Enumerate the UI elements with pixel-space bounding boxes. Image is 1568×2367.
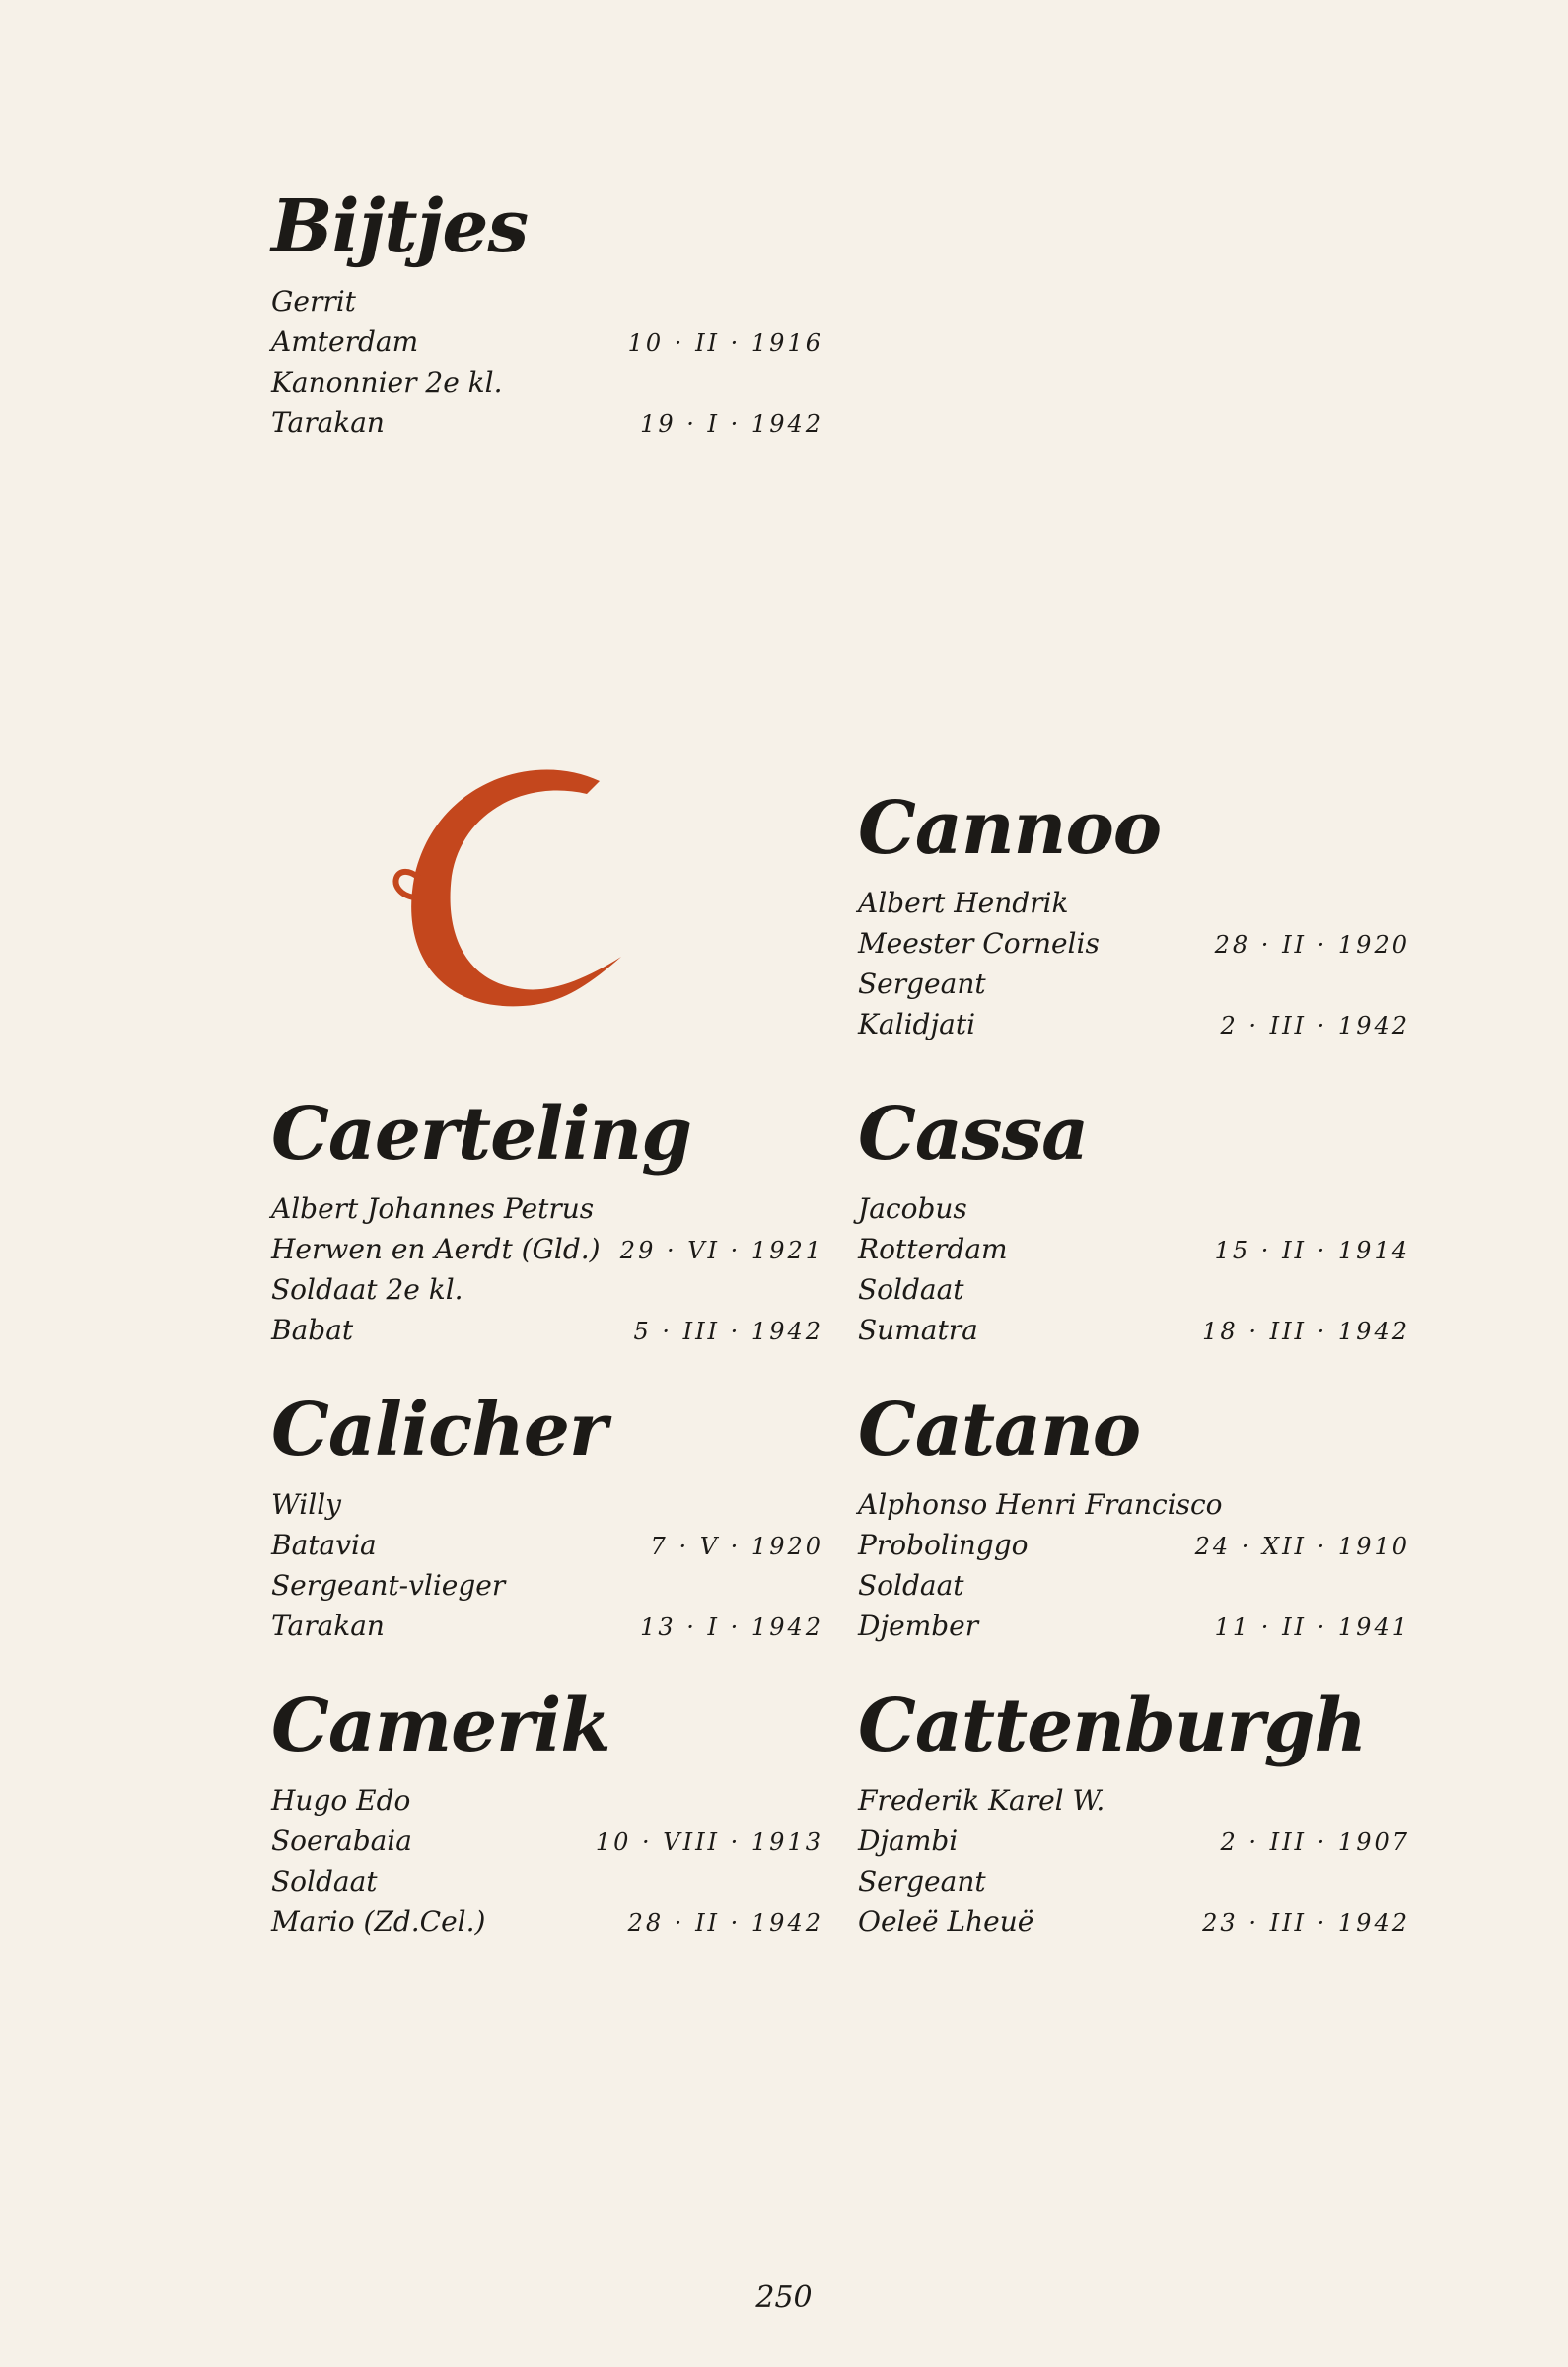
initial-letter-text: C <box>375 759 376 760</box>
birth-date: 24 · XII · 1910 <box>1194 1533 1410 1560</box>
entry-line <box>858 1565 1410 1606</box>
entry-line <box>858 883 1410 923</box>
birth-date: 28 · II · 1920 <box>1214 931 1410 959</box>
birth-date: 15 · II · 1914 <box>1214 1237 1410 1264</box>
given-names: Alphonso Henri Francisco <box>858 1488 1223 1521</box>
given-names: Frederik Karel W. <box>858 1784 1105 1817</box>
death-date: 5 · III · 1942 <box>633 1318 823 1345</box>
entry-line <box>271 1606 823 1646</box>
entry-line <box>271 1565 823 1606</box>
given-names: Jacobus <box>858 1192 967 1225</box>
death-place: Kalidjati <box>858 1008 976 1040</box>
rank: Sergeant <box>858 968 986 1000</box>
rank: Kanonnier 2e kl. <box>271 366 503 398</box>
entry-line <box>858 964 1410 1004</box>
entry-card <box>858 784 1410 1044</box>
entry-surname: Bijtjes <box>271 184 529 269</box>
birth-date: 29 · VI · 1921 <box>619 1237 823 1264</box>
entry-line <box>271 1861 823 1901</box>
entry-line <box>271 1525 823 1565</box>
death-place: Oeleë Lheuë <box>858 1905 1034 1938</box>
rank: Soldaat <box>858 1569 964 1602</box>
entry-surname: Cattenburgh <box>858 1684 1367 1768</box>
death-date: 18 · III · 1942 <box>1202 1318 1410 1345</box>
entry-line <box>271 1310 823 1350</box>
entry-line <box>858 923 1410 964</box>
death-place: Babat <box>271 1314 354 1346</box>
page-number: 250 <box>755 2280 813 2315</box>
entry-surname: Calicher <box>271 1388 606 1472</box>
entry-card <box>858 1386 1410 1646</box>
entry-line <box>858 1004 1410 1044</box>
entry-line <box>858 1861 1410 1901</box>
entry-line <box>271 1269 823 1310</box>
entry-card <box>271 1386 823 1646</box>
given-names: Gerrit <box>271 285 356 318</box>
given-names: Willy <box>271 1488 341 1521</box>
entry-line <box>271 281 823 322</box>
death-place: Sumatra <box>858 1314 978 1346</box>
birthplace: Meester Cornelis <box>858 927 1100 960</box>
birthplace: Amterdam <box>271 325 419 358</box>
entry-line <box>858 1269 1410 1310</box>
birth-date: 7 · V · 1920 <box>650 1533 823 1560</box>
entry-card <box>271 182 823 443</box>
entry-surname: Camerik <box>271 1684 610 1768</box>
entry-surname: Caerteling <box>271 1092 691 1177</box>
rank: Soldaat 2e kl. <box>271 1273 463 1306</box>
entry-line <box>858 1821 1410 1861</box>
death-date: 13 · I · 1942 <box>640 1614 823 1641</box>
birth-date: 10 · VIII · 1913 <box>595 1829 823 1856</box>
entry-line <box>858 1310 1410 1350</box>
entry-line <box>858 1606 1410 1646</box>
entry-card <box>271 1090 823 1350</box>
death-place: Mario (Zd.Cel.) <box>271 1905 486 1938</box>
entry-line <box>271 362 823 402</box>
entry-card <box>858 1682 1410 1942</box>
birthplace: Soerabaia <box>271 1825 412 1857</box>
entry-line <box>858 1188 1410 1229</box>
entry-line <box>271 1484 823 1525</box>
entry-line <box>271 1821 823 1861</box>
entry-line <box>858 1484 1410 1525</box>
entry-line <box>271 1188 823 1229</box>
entry-line <box>271 322 823 362</box>
birthplace: Rotterdam <box>858 1233 1008 1265</box>
entry-line <box>858 1901 1410 1942</box>
birthplace: Herwen en Aerdt (Gld.) <box>271 1233 601 1265</box>
entry-line <box>271 1229 823 1269</box>
rank: Soldaat <box>858 1273 964 1306</box>
death-date: 2 · III · 1942 <box>1220 1012 1410 1040</box>
entry-line <box>858 1229 1410 1269</box>
death-date: 23 · III · 1942 <box>1202 1909 1410 1937</box>
birth-date: 2 · III · 1907 <box>1220 1829 1410 1856</box>
entry-line <box>858 1525 1410 1565</box>
entry-surname: Cannoo <box>858 786 1162 871</box>
death-date: 11 · II · 1941 <box>1214 1614 1410 1641</box>
given-names: Albert Hendrik <box>858 887 1069 919</box>
entry-line <box>271 1901 823 1942</box>
entry-surname: Cassa <box>858 1092 1089 1177</box>
initial-letter-c <box>411 769 621 1006</box>
given-names: Albert Johannes Petrus <box>271 1192 595 1225</box>
given-names: Hugo Edo <box>271 1784 411 1817</box>
death-place: Tarakan <box>271 1610 385 1642</box>
birthplace: Probolinggo <box>858 1529 1029 1561</box>
death-date: 28 · II · 1942 <box>627 1909 823 1937</box>
decorative-initial <box>375 759 641 1026</box>
entry-line <box>271 1780 823 1821</box>
entry-line <box>271 402 823 443</box>
rank: Sergeant <box>858 1865 986 1898</box>
death-date: 19 · I · 1942 <box>640 410 823 438</box>
entry-card <box>271 1682 823 1942</box>
birthplace: Djambi <box>858 1825 959 1857</box>
birth-date: 10 · II · 1916 <box>627 329 823 357</box>
death-place: Tarakan <box>271 406 385 439</box>
rank: Sergeant-vlieger <box>271 1569 506 1602</box>
entry-surname: Catano <box>858 1388 1141 1472</box>
rank: Soldaat <box>271 1865 378 1898</box>
entry-line <box>858 1780 1410 1821</box>
entry-card <box>858 1090 1410 1350</box>
birthplace: Batavia <box>271 1529 377 1561</box>
death-place: Djember <box>858 1610 979 1642</box>
